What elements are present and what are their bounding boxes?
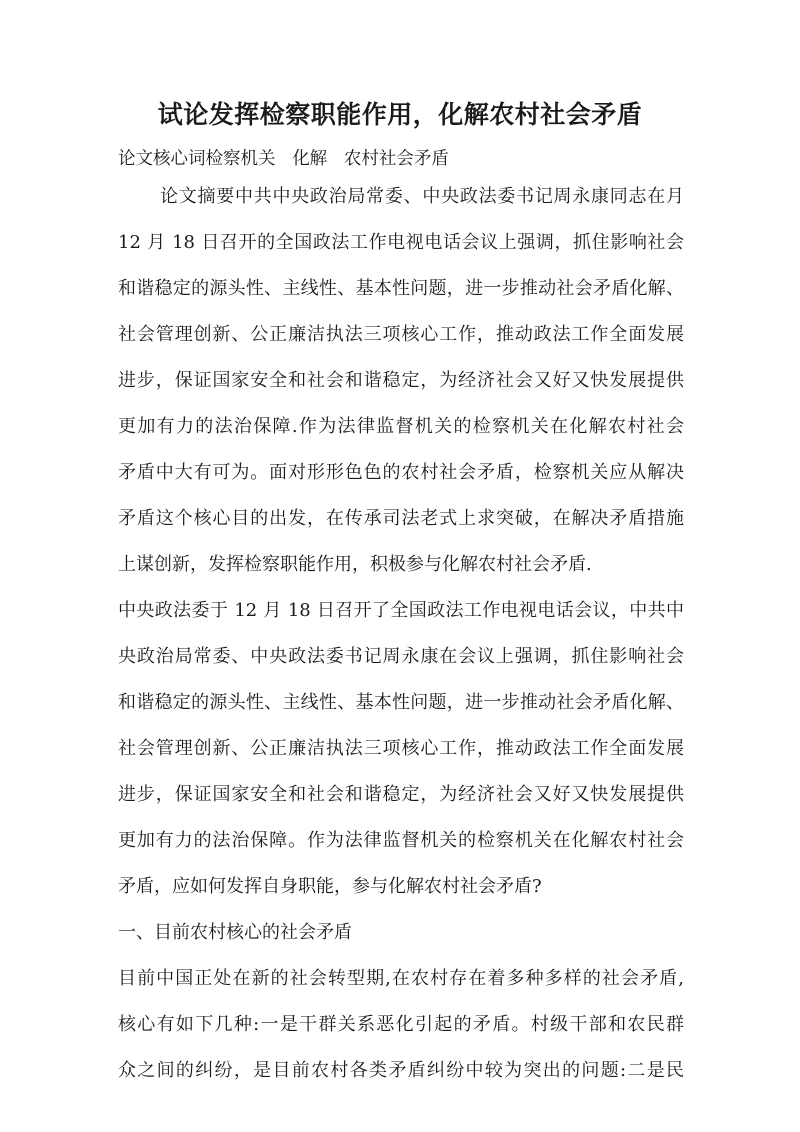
abstract-line: 12 月 18 日召开的全国政法工作电视电话会议上强调，抓住影响社会 [118, 232, 684, 253]
intro-line: 更加有力的法治保障。作为法律监督机关的检察机关在化解农村社会 [118, 830, 684, 851]
intro-line: 央政治局常委、中央政法委书记周永康在会议上强调，抓住影响社会 [118, 646, 684, 667]
intro-line: 社会管理创新、公正廉洁执法三项核心工作，推动政法工作全面发展 [118, 738, 684, 759]
intro-line: 进步，保证国家安全和社会和谐稳定，为经济社会又好又快发展提供 [118, 784, 684, 805]
abstract-line: 上谋创新，发挥检察职能作用，积极参与化解农村社会矛盾. [118, 554, 592, 575]
abstract-line: 进步，保证国家安全和社会和谐稳定，为经济社会又好又快发展提供 [118, 370, 684, 391]
abstract-line: 矛盾这个核心目的出发，在传承司法老式上求突破，在解决矛盾措施 [118, 508, 684, 529]
abstract-line: 和谐稳定的源头性、主线性、基本性问题，进一步推动社会矛盾化解、 [118, 278, 684, 299]
abstract-line: 社会管理创新、公正廉洁执法三项核心工作，推动政法工作全面发展 [118, 324, 684, 345]
section-heading: 一、目前农村核心的社会矛盾 [118, 922, 352, 943]
keywords-line: 论文核心词检察机关 化解 农村社会矛盾 [118, 149, 449, 169]
abstract-line: 论文摘要中共中央政治局常委、中央政法委书记周永康同志在月 [160, 186, 684, 207]
intro-line: 矛盾，应如何发挥自身职能，参与化解农村社会矛盾? [118, 876, 542, 897]
section-body-line: 核心有如下几种:一是干群关系恶化引起的矛盾。村级干部和农民群 [118, 1014, 684, 1035]
page-title: 试论发挥检察职能作用，化解农村社会矛盾 [157, 100, 643, 129]
section-body-line: 目前中国正处在新的社会转型期,在农村存在着多种多样的社会矛盾, [118, 968, 684, 989]
section-body-line: 众之间的纠纷，是目前农村各类矛盾纠纷中较为突出的问题:二是民 [118, 1060, 684, 1081]
intro-line: 中央政法委于 12 月 18 日召开了全国政法工作电视电话会议，中共中 [118, 600, 684, 621]
abstract-line: 更加有力的法治保障.作为法律监督机关的检察机关在化解农村社会 [118, 416, 684, 437]
abstract-line: 矛盾中大有可为。面对形形色色的农村社会矛盾，检察机关应从解决 [118, 462, 684, 483]
intro-line: 和谐稳定的源头性、主线性、基本性问题，进一步推动社会矛盾化解、 [118, 692, 684, 713]
